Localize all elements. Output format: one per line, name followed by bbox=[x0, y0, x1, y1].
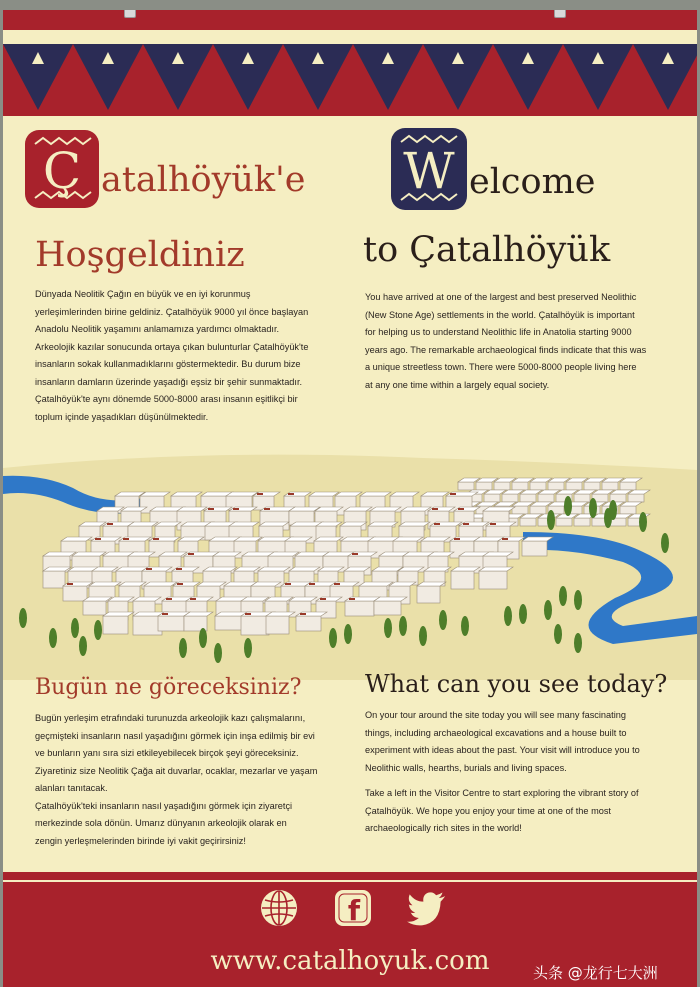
english-today-line: On your tour around the site today you will see many fascinating bbox=[365, 710, 626, 720]
background-house bbox=[574, 494, 590, 502]
turkish-title-monogram bbox=[25, 130, 99, 208]
roof-hatch bbox=[190, 598, 196, 600]
english-today-line: archaeologically rich sites in the world! bbox=[365, 823, 522, 833]
roof-hatch bbox=[162, 613, 168, 615]
tree bbox=[49, 628, 57, 648]
roof-hatch bbox=[432, 508, 438, 510]
roof-hatch bbox=[123, 538, 129, 540]
background-house bbox=[476, 482, 492, 490]
english-title-line2: to Çatalhöyük bbox=[363, 230, 611, 270]
tree bbox=[199, 628, 207, 648]
turkish-intro-line: insanların sokak kullanmadıklarını göstermektedir. Bu durum bize bbox=[35, 359, 301, 369]
tree bbox=[384, 618, 392, 638]
roof-hatch bbox=[450, 493, 456, 495]
settlement-house bbox=[451, 571, 474, 589]
background-house bbox=[530, 482, 546, 490]
roof-hatch bbox=[107, 523, 113, 525]
settlement-illustration bbox=[3, 448, 697, 680]
roof-hatch bbox=[245, 613, 251, 615]
facebook-icon[interactable] bbox=[333, 888, 373, 928]
settlement-house bbox=[296, 616, 321, 631]
tree bbox=[504, 606, 512, 626]
tree bbox=[564, 496, 572, 516]
english-intro-line: for helping us to understand Neolithic life in Anatolia starting 9000 bbox=[365, 327, 632, 337]
turkish-intro-line: Arkeolojik kazılar sonucunda ortaya çıkan bulunturlar Çatalhöyük'te bbox=[35, 341, 309, 352]
roof-hatch bbox=[188, 553, 194, 555]
english-today-line: Take a left in the Visitor Centre to start exploring the vibrant story of bbox=[365, 788, 639, 798]
settlement-house bbox=[43, 571, 65, 588]
twitter-icon[interactable] bbox=[407, 888, 447, 928]
settlement-house bbox=[241, 616, 269, 635]
tree bbox=[661, 533, 669, 553]
tree bbox=[519, 604, 527, 624]
top-zigzag-band bbox=[3, 10, 697, 118]
english-intro-line: You have arrived at one of the largest and best preserved Neolithic bbox=[365, 292, 637, 302]
background-house bbox=[620, 482, 636, 490]
background-house bbox=[602, 482, 618, 490]
english-today-line: Neolithic walls, hearths, burials and living spaces. bbox=[365, 762, 567, 773]
english-today-line: Çatalhöyük. We hope you enjoy your time at one of the most bbox=[365, 805, 611, 816]
roof-hatch bbox=[208, 508, 214, 510]
roof-hatch bbox=[454, 538, 460, 540]
roof-hatch bbox=[177, 583, 183, 585]
tree bbox=[554, 624, 562, 644]
roof-hatch bbox=[146, 568, 152, 570]
turkish-title-initial: Ç bbox=[42, 142, 82, 200]
settlement-house bbox=[266, 616, 289, 634]
roof-hatch bbox=[153, 538, 159, 540]
english-intro-paragraph bbox=[365, 289, 683, 394]
background-house bbox=[566, 482, 582, 490]
english-today-paragraph bbox=[365, 707, 683, 838]
english-today-line: things, including archaeological excavations and a house built to bbox=[365, 727, 627, 738]
background-house bbox=[620, 506, 636, 514]
turkish-intro-line: insanların damların üzerinde yaşadığı eşsiz bir şehir sunmaktadır. bbox=[35, 376, 303, 387]
tree bbox=[439, 610, 447, 630]
turkish-today-line: zengin yerleşmelerinden birinde iyi vakit geçirirsiniz! bbox=[35, 835, 246, 846]
tree bbox=[609, 500, 617, 520]
tree bbox=[79, 636, 87, 656]
tree bbox=[574, 590, 582, 610]
turkish-today-heading: Bugün ne göreceksiniz? bbox=[35, 675, 302, 700]
tree bbox=[574, 633, 582, 653]
roof-hatch bbox=[458, 508, 464, 510]
pin-right bbox=[554, 10, 566, 18]
turkish-title: atalhöyük'e bbox=[101, 160, 306, 200]
tree bbox=[559, 586, 567, 606]
background-house bbox=[584, 482, 600, 490]
english-title: elcome bbox=[469, 162, 596, 202]
turkish-today-line: Bugün yerleşim etrafındaki turunuzda arkeolojik kazı çalışmalarını, bbox=[35, 713, 306, 723]
roof-hatch bbox=[67, 583, 73, 585]
roof-hatch bbox=[176, 568, 182, 570]
tree bbox=[419, 626, 427, 646]
roof-hatch bbox=[490, 523, 496, 525]
tree bbox=[71, 618, 79, 638]
background-house bbox=[484, 494, 500, 502]
watermark: 头条 @龙行七大洲 bbox=[533, 964, 658, 982]
background-house bbox=[548, 482, 564, 490]
background-house bbox=[458, 482, 474, 490]
roof-hatch bbox=[320, 598, 326, 600]
roof-hatch bbox=[285, 583, 291, 585]
settlement-house bbox=[63, 586, 87, 601]
turkish-intro-paragraph bbox=[35, 286, 353, 426]
english-intro-line: (New Stone Age) settlements in the world. Çatalhöyük is important bbox=[365, 309, 635, 320]
tree bbox=[639, 512, 647, 532]
website-url[interactable]: www.catalhoyuk.com bbox=[210, 946, 490, 976]
turkish-intro-line: Çatalhöyük'te aynı dönemde 5000-8000 arası insanın eşitlikçi bir bbox=[35, 394, 298, 404]
tree bbox=[214, 643, 222, 663]
roof-hatch bbox=[502, 538, 508, 540]
english-title-initial: W bbox=[403, 142, 455, 200]
background-house bbox=[502, 494, 518, 502]
english-intro-line: years ago. The remarkable archaeological finds indicate that this was bbox=[365, 344, 647, 355]
settlement-house bbox=[215, 616, 244, 630]
turkish-intro-line: toplum içinde yaşadıkları düşünülmektedir. bbox=[35, 411, 209, 422]
tree bbox=[19, 608, 27, 628]
english-intro-line: at any one time within a largely equal society. bbox=[365, 379, 550, 390]
turkish-today-line: alanları tanıtacak. bbox=[35, 783, 108, 793]
english-title-monogram bbox=[391, 128, 467, 210]
roof-hatch bbox=[166, 598, 172, 600]
background-house bbox=[628, 494, 644, 502]
roof-hatch bbox=[463, 523, 469, 525]
background-house bbox=[520, 518, 536, 526]
background-house bbox=[574, 518, 590, 526]
turkish-title-line2: Hoşgeldiniz bbox=[35, 235, 245, 275]
turkish-intro-line: Dünyada Neolitik Çağın en büyük ve en iyi korunmuş bbox=[35, 289, 251, 299]
settlement-house bbox=[83, 601, 106, 615]
tree bbox=[94, 620, 102, 640]
tree bbox=[244, 638, 252, 658]
settlement-house bbox=[374, 601, 401, 615]
settlement-house bbox=[479, 571, 507, 589]
tree bbox=[461, 616, 469, 636]
english-today-line bbox=[365, 777, 683, 785]
settlement-house bbox=[158, 616, 184, 631]
english-today-line: experiment with ideas about the past. Your visit will introduce you to bbox=[365, 745, 640, 755]
tree bbox=[547, 510, 555, 530]
roof-hatch bbox=[257, 493, 263, 495]
pin-left bbox=[124, 10, 136, 18]
roof-hatch bbox=[95, 538, 101, 540]
roof-hatch bbox=[349, 598, 355, 600]
roof-hatch bbox=[309, 583, 315, 585]
svg-text:f: f bbox=[347, 894, 361, 927]
roof-hatch bbox=[233, 508, 239, 510]
background-house bbox=[556, 518, 572, 526]
roof-hatch bbox=[352, 553, 358, 555]
english-intro-line: a unique streetless town. There were 5000-8000 people living here bbox=[365, 362, 637, 372]
roof-hatch bbox=[264, 508, 270, 510]
tree bbox=[544, 600, 552, 620]
background-house bbox=[538, 494, 554, 502]
roof-hatch bbox=[434, 523, 440, 525]
background-house bbox=[494, 482, 510, 490]
tree bbox=[399, 616, 407, 636]
turkish-today-line: Ziyaretiniz size Neolitik Çağa ait duvarlar, ocaklar, mezarlar ve yaşam bbox=[35, 765, 318, 776]
turkish-today-line: geçmişteki insanların nasıl yaşadığını görmek için inşa edilmiş bir evi bbox=[35, 730, 315, 741]
settlement-house bbox=[133, 616, 162, 635]
roof-hatch bbox=[334, 583, 340, 585]
turkish-today-line: merkezinde sola dönün. Umarız dünyanın arkeolojik olarak en bbox=[35, 818, 287, 828]
background-house bbox=[512, 482, 528, 490]
tree bbox=[179, 638, 187, 658]
turkish-today-paragraph bbox=[35, 710, 353, 850]
background-house bbox=[520, 494, 536, 502]
english-today-heading: What can you see today? bbox=[365, 670, 668, 698]
settlement-house bbox=[103, 616, 128, 634]
roof-hatch bbox=[288, 493, 294, 495]
poster bbox=[3, 10, 697, 987]
settlement-house bbox=[345, 601, 374, 616]
settlement-house bbox=[522, 541, 547, 556]
globe-icon[interactable] bbox=[259, 888, 299, 928]
tree bbox=[344, 624, 352, 644]
turkish-today-line: ve bunların yanı sıra sizi etkileyebilecek birçok şeyi göreceksiniz. bbox=[35, 748, 299, 758]
settlement-house bbox=[417, 586, 440, 603]
roof-hatch bbox=[300, 613, 306, 615]
tree bbox=[589, 498, 597, 518]
turkish-intro-line: yerleşimlerinden birine geldiniz. Çatalhöyük 9000 yıl önce başlayan bbox=[35, 306, 309, 317]
background-house bbox=[530, 506, 546, 514]
tree bbox=[329, 628, 337, 648]
turkish-today-line: Çatalhöyük'teki insanların nasıl yaşadığını görmek için ziyaretçi bbox=[35, 800, 293, 811]
turkish-intro-line: Anadolu Neolitik yaşamını anlamamıza yardımcı olmaktadır. bbox=[35, 324, 280, 334]
